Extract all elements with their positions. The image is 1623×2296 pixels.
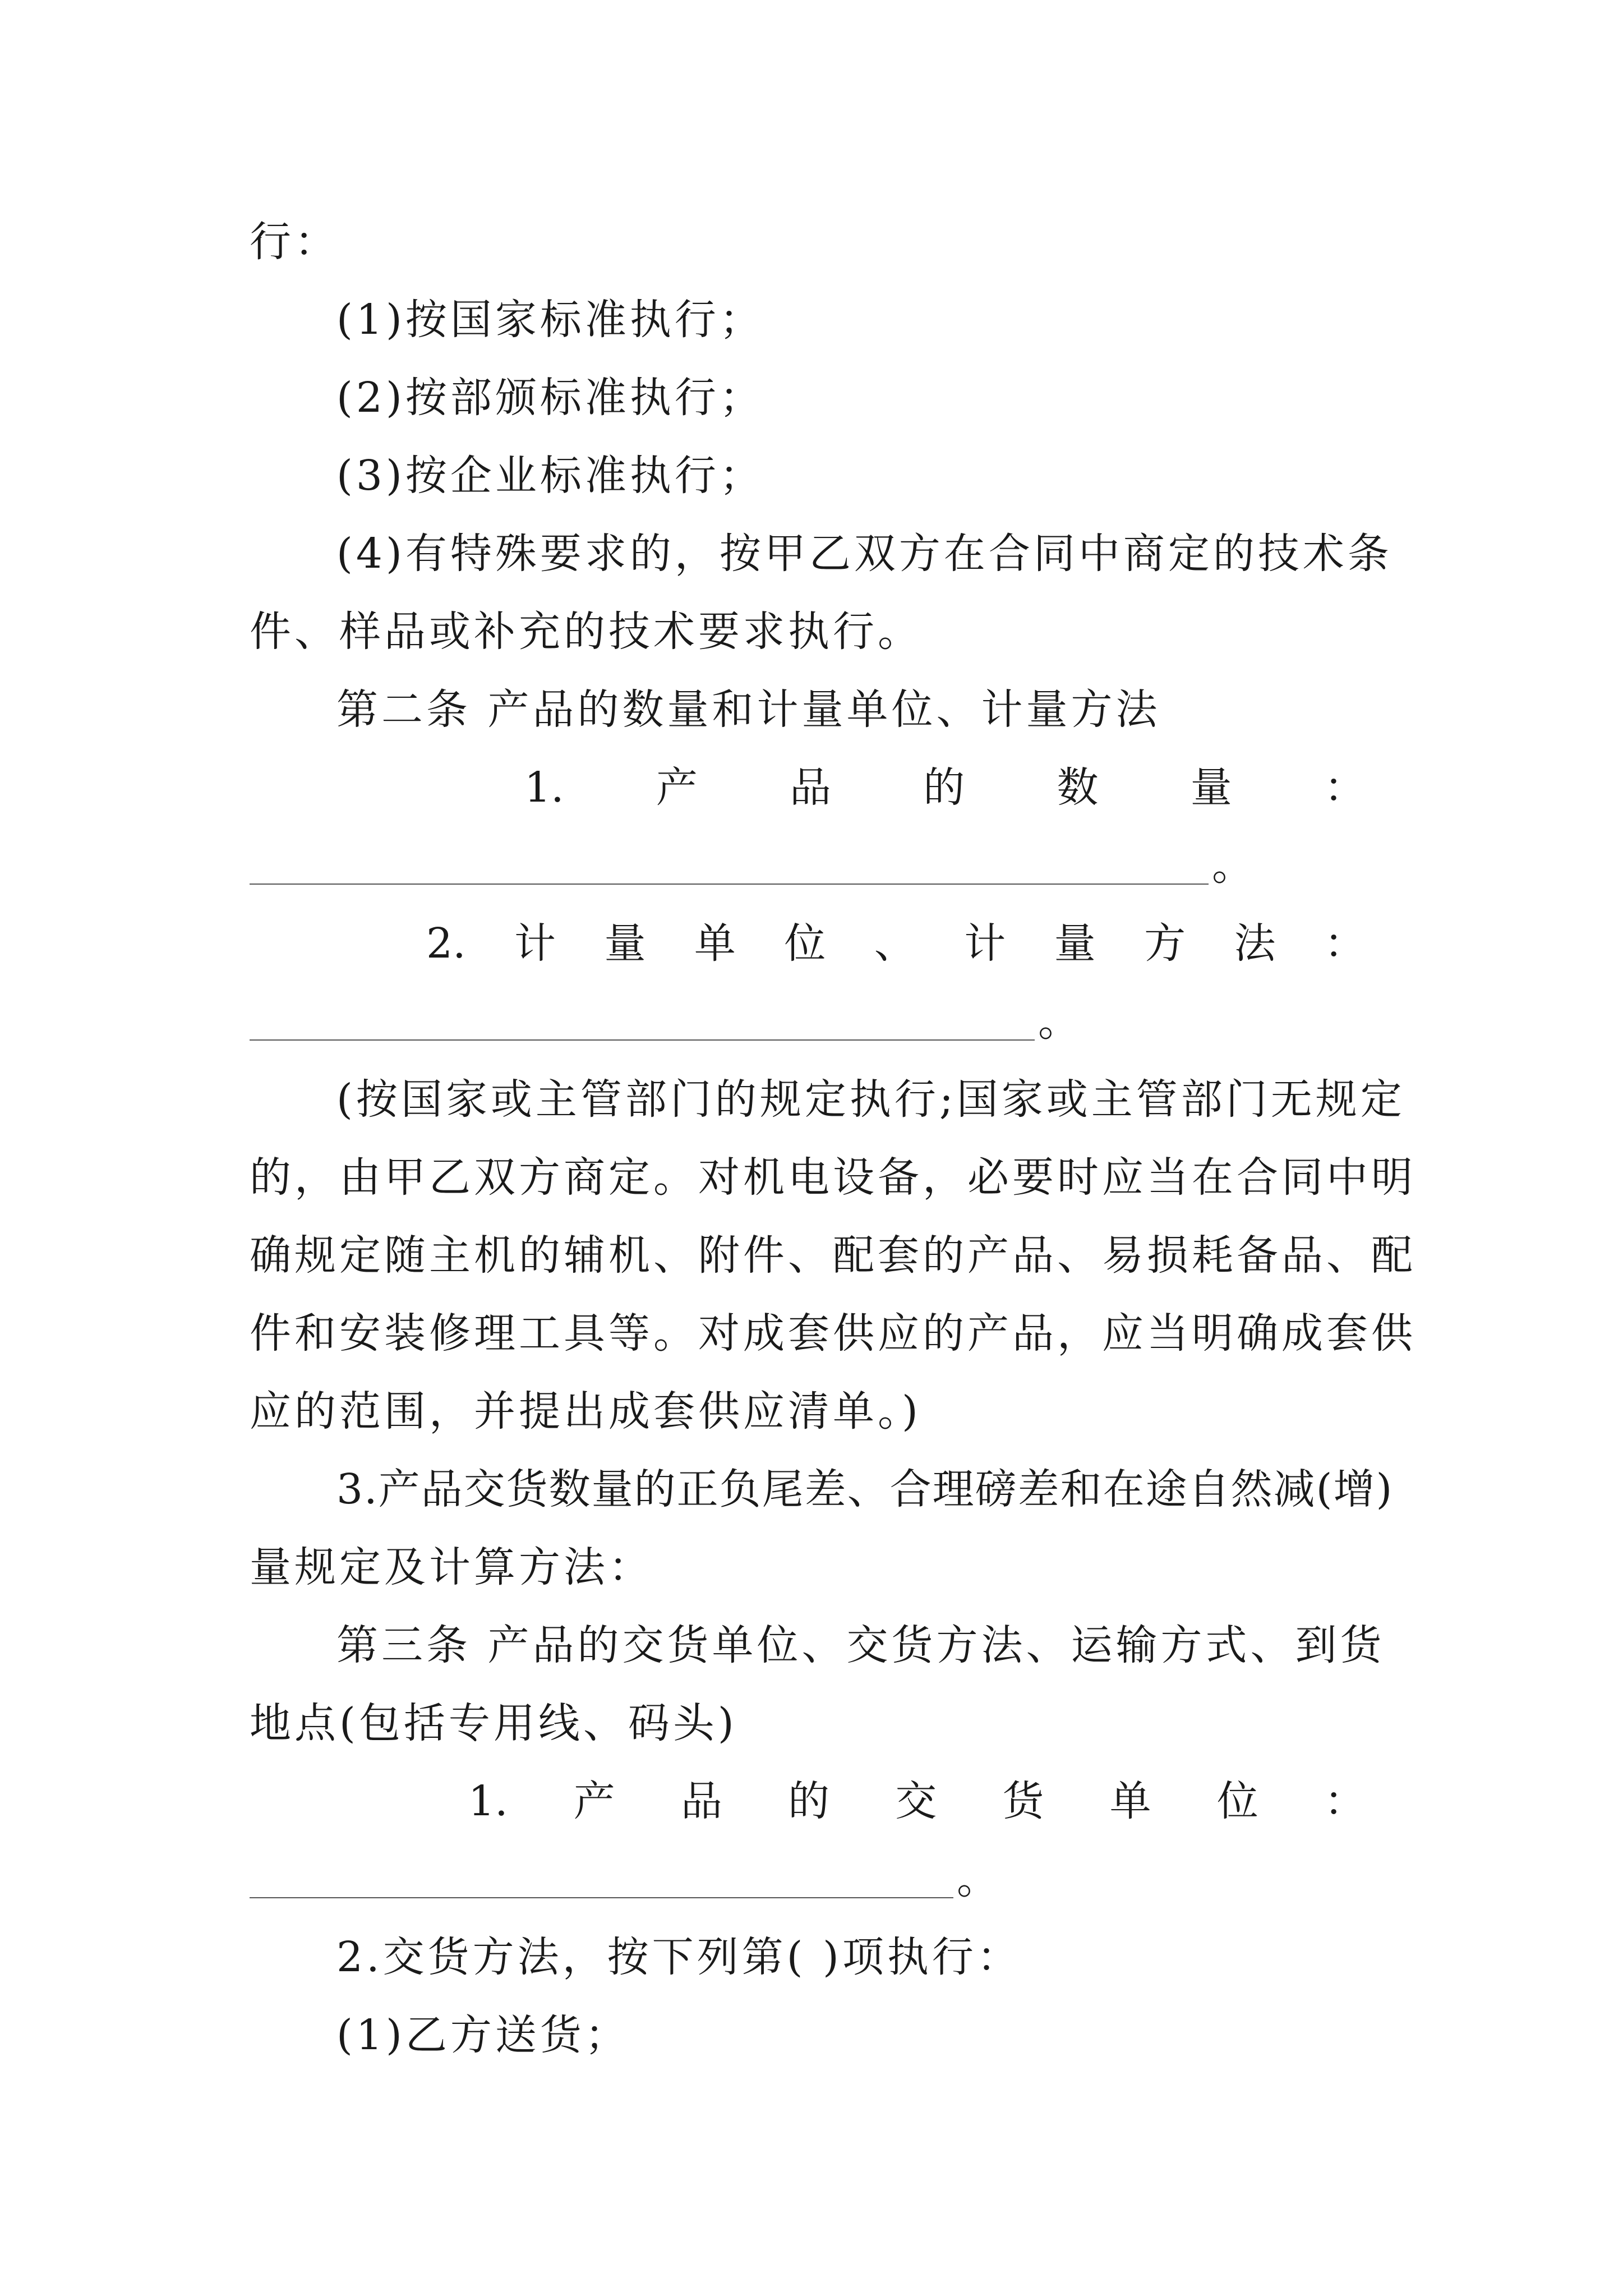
text-line: 件和安装修理工具等。对成套供应的产品，应当明确成套供 [250, 1309, 1416, 1358]
text-line: (2)按部颁标准执行； [336, 374, 764, 422]
spaced-line-unit: 2. 计 量 单 位 、 计 量 方 法 ： [426, 919, 1366, 968]
text-line: 地点(包括专用线、码头) [250, 1699, 737, 1747]
text-line: (3)按企业标准执行； [336, 452, 764, 500]
text-line: 的，由甲乙双方商定。对机电设备，必要时应当在合同中明 [250, 1153, 1416, 1202]
blank-underline [250, 850, 1209, 885]
fill-blank-quantity[interactable]: 。 [250, 839, 1253, 892]
blank-underline [250, 1006, 1035, 1041]
section-heading: 第二条 产品的数量和计量单位、计量方法 [336, 685, 1161, 734]
text-line: (4)有特殊要求的，按甲乙双方在合同中商定的技术条 [336, 530, 1393, 578]
text-line: 应的范围，并提出成套供应清单。) [250, 1387, 921, 1435]
text-line: 量规定及计算方法： [250, 1543, 653, 1591]
section-heading: 第三条 产品的交货单位、交货方法、运输方式、到货 [336, 1621, 1385, 1669]
fill-blank-unit[interactable]: 。 [250, 995, 1080, 1048]
fill-blank-delivery[interactable]: 。 [250, 1852, 998, 1906]
text-line: (1)按国家标准执行； [336, 296, 764, 344]
spaced-line-quantity: 1. 产 品 的 数 量 ： [524, 763, 1366, 812]
text-line: (1)乙方送货； [336, 2011, 630, 2059]
text-line: 3.产品交货数量的正负尾差、合理磅差和在途自然减(增) [336, 1465, 1394, 1513]
spaced-line-delivery: 1. 产 品 的 交 货 单 位 ： [468, 1777, 1366, 1825]
text-line: 行： [250, 218, 339, 266]
text-line: (按国家或主管部门的规定执行;国家或主管部门无规定 [336, 1075, 1405, 1124]
text-line: 2.交货方法，按下列第( )项执行： [336, 1933, 1022, 1981]
blank-underline [250, 1864, 953, 1898]
text-line: 件、样品或补充的技术要求执行。 [250, 608, 923, 656]
text-line: 确规定随主机的辅机、附件、配套的产品、易损耗备品、配 [250, 1231, 1416, 1280]
